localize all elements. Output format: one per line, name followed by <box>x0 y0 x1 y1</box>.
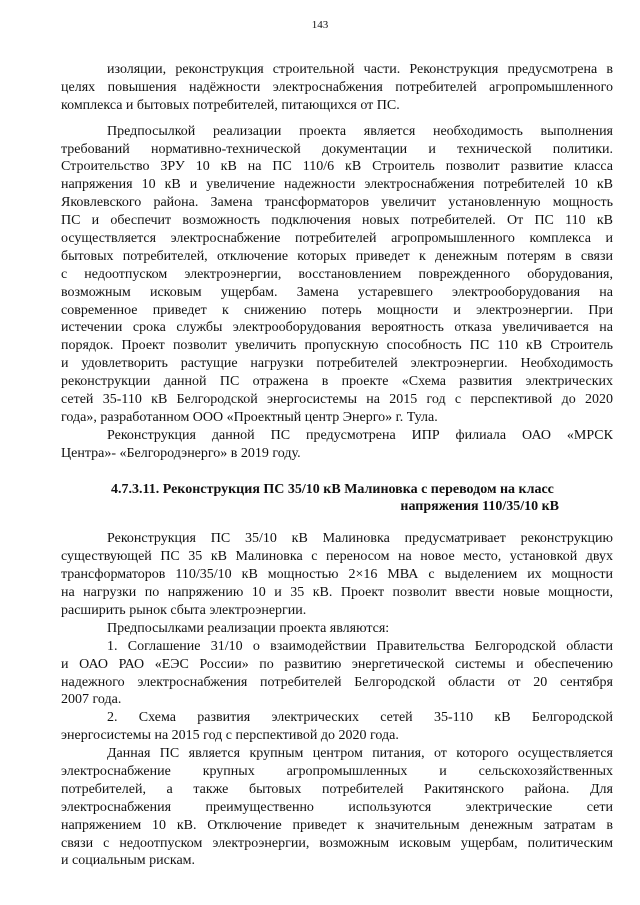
text-line: существующей ПС 35 кВ Малиновка с переносом на новое место, установкой двух <box>61 549 613 565</box>
text-line: истечении срока службы электрооборудования вероятность отказа увеличивается на <box>61 320 613 336</box>
paragraph <box>61 745 613 870</box>
text-line: Предпосылкой реализации проекта является необходимость выполнения <box>107 123 613 139</box>
heading-line: 4.7.3.11. Реконструкция ПС 35/10 кВ Малиновка с переводом на класс <box>111 481 554 497</box>
text-line: надежного электроснабжения потребителей Белгородской области от 20 сентября <box>61 674 613 690</box>
text-line: Предпосылками реализации проекта являются: <box>107 620 390 636</box>
text-line: сетей 35-110 кВ Белгородской энергосистемы на 2015 год с перспективой до 2020 <box>61 392 613 408</box>
document-body <box>61 61 613 870</box>
paragraph <box>61 427 613 463</box>
text-line: бытовых потребителей, отключение которых приведет к денежным потерям в связи <box>61 248 613 264</box>
text-line: изоляции, реконструкция строительной части. Реконструкция предусмотрена в <box>107 62 613 77</box>
text-line: реконструкции данной ПС отражена в проекте «Схема развития электрических <box>61 374 613 390</box>
text-line: Центра»- «Белгородэнерго» в 2019 году. <box>61 445 301 461</box>
section-heading <box>61 481 613 517</box>
text-line: Реконструкция ПС 35/10 кВ Малиновка предусматривает реконструкцию <box>107 531 613 547</box>
paragraph <box>61 123 613 427</box>
text-line: ПС и обеспечит возможность подключения новых потребителей. От ПС 110 кВ <box>61 213 613 229</box>
heading-line: напряжения 110/35/10 кВ <box>400 499 559 515</box>
text-line: Реконструкция данной ПС предусмотрена ИПР филиала ОАО «МРСК <box>107 427 613 443</box>
text-line: 1. Соглашение 31/10 о взаимодействии Правительства Белгородской области <box>107 638 613 654</box>
text-line: Яковлевского района. Замена трансформаторов увеличит установленную мощность <box>61 195 613 211</box>
text-line: электроснабжение крупных агропромышленных и сельскохозяйственных <box>61 763 613 779</box>
page-number: 143 <box>311 19 329 31</box>
text-line: расширить рынок сбыта электроэнергии. <box>61 602 307 618</box>
text-line: с недоотпуском электроэнергии, восстановлением поврежденного оборудования, <box>61 266 613 282</box>
text-line: года», разработанном ООО «Проектный центр Энерго» г. Тула. <box>61 409 438 425</box>
text-line: осуществляется электроснабжение потребителей агропромышленного комплекса и <box>61 231 613 247</box>
text-line: электроснабжения преимущественно используются электрические сети <box>61 799 613 815</box>
text-line: 2007 года. <box>61 692 122 708</box>
paragraph <box>61 709 613 745</box>
text-line: напряжения 10 кВ и увеличение надежности электроснабжения потребителей 10 кВ <box>61 177 613 193</box>
text-line: трансформаторов 110/35/10 кВ мощностью 2×16 МВА с выделением их мощности <box>61 567 613 583</box>
text-line: Данная ПС является крупным центром питания, от которого осуществляется <box>107 746 613 762</box>
paragraph <box>61 530 613 619</box>
text-line: возможным исковым ущербам. Замена устаревшего электрооборудования на <box>61 284 613 300</box>
text-line: и ОАО РАО «ЕЭС России» по развитию энергетической системы и обеспечению <box>61 656 613 672</box>
text-line: 2. Схема развития электрических сетей 35-110 кВ Белгородской <box>107 710 613 726</box>
text-line: порядок. Проект позволит увеличить пропускную способность ПС 110 кВ Строитель <box>61 338 613 354</box>
text-line: целях повышения надёжности электроснабжения потребителей агропромышленного <box>61 79 613 95</box>
text-line: и социальным рискам. <box>61 853 196 869</box>
text-line: энергосистемы на 2015 год с перспективой до 2020 года. <box>61 728 399 744</box>
paragraph <box>61 638 613 710</box>
text-line: на нагрузки по напряжению 10 и 35 кВ. Проект позволит ввести новые мощности, <box>61 585 613 601</box>
paragraph <box>61 620 613 638</box>
text-line: современное приведет к снижению потерь мощности и электроэнергии. При <box>61 302 613 318</box>
text-line: потребителей, а также бытовых потребителей Ракитянского района. Для <box>61 781 613 797</box>
paragraph <box>61 61 613 115</box>
text-line: связи с недоотпуском электроэнергии, возможным исковым ущербам, политическим <box>61 835 613 851</box>
text-line: требований нормативно-технической документации и технической политики. <box>61 141 613 157</box>
text-line: комплекса и бытовых потребителей, питающихся от ПС. <box>61 97 400 113</box>
text-line: и удовлетворить растущие нагрузки потребителей электроэнергии. Необходимость <box>61 356 613 372</box>
text-line: напряжением 10 кВ. Отключение приведет к значительным денежным затратам в <box>61 817 613 833</box>
text-line: Строительство ЗРУ 10 кВ на ПС 110/6 кВ Строитель позволит развитие класса <box>61 159 613 175</box>
